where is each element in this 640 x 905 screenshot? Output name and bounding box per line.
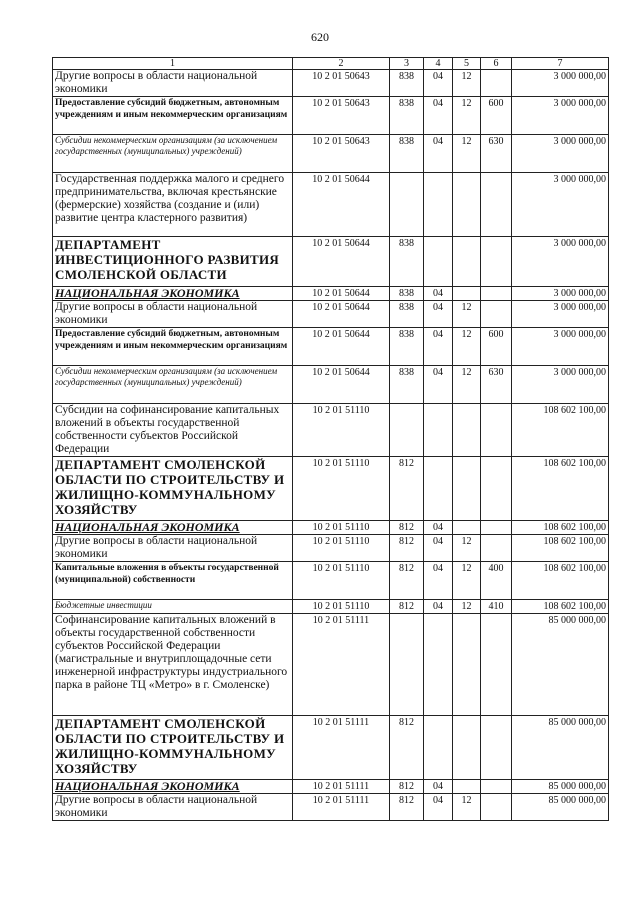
col-3-cell (390, 614, 424, 716)
col-4-cell: 04 (424, 521, 453, 535)
amount-cell: 108 602 100,00 (512, 600, 609, 614)
amount-cell: 3 000 000,00 (512, 287, 609, 301)
table-row (53, 173, 609, 237)
col-4-cell (424, 457, 453, 521)
col-3-cell: 812 (390, 521, 424, 535)
target-code-cell: 10 2 01 50644 (293, 366, 390, 404)
col-5-cell (453, 457, 481, 521)
col-3-cell: 838 (390, 287, 424, 301)
item-name-cell: НАЦИОНАЛЬНАЯ ЭКОНОМИКА (53, 780, 293, 794)
target-code-cell: 10 2 01 51111 (293, 780, 390, 794)
amount-cell: 108 602 100,00 (512, 535, 609, 562)
amount-cell: 85 000 000,00 (512, 716, 609, 780)
item-name-cell: НАЦИОНАЛЬНАЯ ЭКОНОМИКА (53, 287, 293, 301)
amount-cell: 3 000 000,00 (512, 366, 609, 404)
col-4-cell: 04 (424, 535, 453, 562)
col-4-cell: 04 (424, 794, 453, 821)
table-row (53, 135, 609, 173)
header-col-1: 1 (53, 58, 293, 70)
col-5-cell (453, 716, 481, 780)
page-number: 620 (311, 30, 329, 44)
target-code-cell: 10 2 01 50644 (293, 328, 390, 366)
target-code-cell: 10 2 01 51111 (293, 794, 390, 821)
col-4-cell (424, 237, 453, 287)
item-name-cell: Бюджетные инвестиции (53, 600, 293, 614)
col-6-cell (481, 287, 512, 301)
item-name-cell: Другие вопросы в области национальной экономики (53, 794, 293, 821)
table-row (53, 366, 609, 404)
item-name-cell: Капитальные вложения в объекты государственной (муниципальной) собственности (53, 562, 293, 600)
col-6-cell (481, 404, 512, 457)
target-code-cell: 10 2 01 51110 (293, 535, 390, 562)
item-name-cell: Софинансирование капитальных вложений в объекты государственной собственности субъектов Российской Федерации (магистральные и внутриплощадочные сети инженерной инфраструктуры индустриального парка в районе ТЦ «Метро» в г. Смоленске) (53, 614, 293, 716)
header-col-7: 7 (512, 58, 609, 70)
item-name-cell: Субсидии некоммерческим организациям (за исключением государственных (муниципальных) учреждений) (53, 135, 293, 173)
col-3-cell: 812 (390, 716, 424, 780)
col-6-cell (481, 237, 512, 287)
item-name-cell: ДЕПАРТАМЕНТ СМОЛЕНСКОЙ ОБЛАСТИ ПО СТРОИТЕЛЬСТВУ И ЖИЛИЩНО-КОММУНАЛЬНОМУ ХОЗЯЙСТВУ (53, 457, 293, 521)
col-6-cell (481, 521, 512, 535)
table-body (53, 70, 609, 821)
target-code-cell: 10 2 01 50643 (293, 97, 390, 135)
table-header (53, 58, 609, 70)
col-5-cell: 12 (453, 535, 481, 562)
col-5-cell: 12 (453, 600, 481, 614)
target-code-cell: 10 2 01 50644 (293, 301, 390, 328)
amount-cell: 85 000 000,00 (512, 794, 609, 821)
col-6-cell: 600 (481, 328, 512, 366)
table-row (53, 328, 609, 366)
col-6-cell (481, 614, 512, 716)
col-5-cell (453, 287, 481, 301)
item-name-cell: Другие вопросы в области национальной экономики (53, 301, 293, 328)
amount-cell: 3 000 000,00 (512, 301, 609, 328)
amount-cell: 3 000 000,00 (512, 173, 609, 237)
amount-cell: 108 602 100,00 (512, 404, 609, 457)
target-code-cell: 10 2 01 51110 (293, 521, 390, 535)
item-name-cell: Субсидии на софинансирование капитальных вложений в объекты государственной собственности субъектов Российской Федерации (53, 404, 293, 457)
col-3-cell (390, 173, 424, 237)
table-row (53, 97, 609, 135)
col-4-cell: 04 (424, 366, 453, 404)
col-4-cell: 04 (424, 328, 453, 366)
amount-cell: 3 000 000,00 (512, 70, 609, 97)
target-code-cell: 10 2 01 51110 (293, 600, 390, 614)
col-4-cell (424, 614, 453, 716)
col-4-cell: 04 (424, 97, 453, 135)
col-3-cell: 838 (390, 301, 424, 328)
amount-cell: 108 602 100,00 (512, 521, 609, 535)
col-5-cell: 12 (453, 301, 481, 328)
col-4-cell: 04 (424, 562, 453, 600)
col-6-cell (481, 716, 512, 780)
target-code-cell: 10 2 01 51110 (293, 562, 390, 600)
item-name-cell: НАЦИОНАЛЬНАЯ ЭКОНОМИКА (53, 521, 293, 535)
target-code-cell: 10 2 01 50644 (293, 237, 390, 287)
table-row (53, 716, 609, 780)
amount-cell: 85 000 000,00 (512, 614, 609, 716)
col-5-cell (453, 521, 481, 535)
item-name-cell: Предоставление субсидий бюджетным, автономным учреждениям и иным некоммерческим организациям (53, 328, 293, 366)
col-3-cell: 812 (390, 457, 424, 521)
item-name-cell: Другие вопросы в области национальной экономики (53, 535, 293, 562)
col-4-cell (424, 404, 453, 457)
amount-cell: 3 000 000,00 (512, 135, 609, 173)
col-4-cell (424, 173, 453, 237)
col-5-cell: 12 (453, 562, 481, 600)
table-row (53, 562, 609, 600)
target-code-cell: 10 2 01 51110 (293, 404, 390, 457)
col-4-cell: 04 (424, 135, 453, 173)
table-row (53, 614, 609, 716)
amount-cell: 108 602 100,00 (512, 562, 609, 600)
target-code-cell: 10 2 01 50643 (293, 135, 390, 173)
col-6-cell (481, 457, 512, 521)
col-3-cell: 838 (390, 237, 424, 287)
col-6-cell (481, 535, 512, 562)
col-4-cell: 04 (424, 301, 453, 328)
header-row (53, 58, 609, 70)
col-3-cell: 812 (390, 600, 424, 614)
item-name-cell: Предоставление субсидий бюджетным, автономным учреждениям и иным некоммерческим организациям (53, 97, 293, 135)
item-name-cell: ДЕПАРТАМЕНТ ИНВЕСТИЦИОННОГО РАЗВИТИЯ СМОЛЕНСКОЙ ОБЛАСТИ (53, 237, 293, 287)
col-3-cell (390, 404, 424, 457)
table-row (53, 600, 609, 614)
amount-cell: 3 000 000,00 (512, 237, 609, 287)
target-code-cell: 10 2 01 51110 (293, 457, 390, 521)
col-6-cell (481, 173, 512, 237)
table-row (53, 457, 609, 521)
col-3-cell: 838 (390, 366, 424, 404)
table-row (53, 404, 609, 457)
col-5-cell: 12 (453, 135, 481, 173)
col-6-cell (481, 794, 512, 821)
col-5-cell: 12 (453, 366, 481, 404)
table-row (53, 301, 609, 328)
amount-cell: 108 602 100,00 (512, 457, 609, 521)
col-5-cell: 12 (453, 328, 481, 366)
header-col-5: 5 (453, 58, 481, 70)
header-col-4: 4 (424, 58, 453, 70)
col-3-cell: 812 (390, 794, 424, 821)
budget-table (52, 57, 609, 821)
col-4-cell: 04 (424, 287, 453, 301)
item-name-cell: Другие вопросы в области национальной экономики (53, 70, 293, 97)
table-row (53, 287, 609, 301)
col-6-cell (481, 70, 512, 97)
col-5-cell (453, 404, 481, 457)
table-row (53, 237, 609, 287)
header-col-3: 3 (390, 58, 424, 70)
amount-cell: 3 000 000,00 (512, 328, 609, 366)
col-3-cell: 838 (390, 135, 424, 173)
col-4-cell: 04 (424, 600, 453, 614)
amount-cell: 85 000 000,00 (512, 780, 609, 794)
table-row (53, 70, 609, 97)
item-name-cell: Государственная поддержка малого и среднего предпринимательства, включая крестьянские (фермерские) хозяйства (создание и (или) развитие центра кластерного развития) (53, 173, 293, 237)
col-5-cell (453, 173, 481, 237)
header-col-6: 6 (481, 58, 512, 70)
col-3-cell: 838 (390, 97, 424, 135)
amount-cell: 3 000 000,00 (512, 97, 609, 135)
col-3-cell: 812 (390, 780, 424, 794)
col-4-cell: 04 (424, 780, 453, 794)
col-5-cell (453, 237, 481, 287)
col-6-cell (481, 301, 512, 328)
col-5-cell (453, 614, 481, 716)
col-6-cell: 410 (481, 600, 512, 614)
target-code-cell: 10 2 01 51111 (293, 614, 390, 716)
col-3-cell: 812 (390, 535, 424, 562)
col-5-cell: 12 (453, 794, 481, 821)
col-6-cell: 600 (481, 97, 512, 135)
table-row (53, 780, 609, 794)
target-code-cell: 10 2 01 51111 (293, 716, 390, 780)
target-code-cell: 10 2 01 50644 (293, 173, 390, 237)
target-code-cell: 10 2 01 50644 (293, 287, 390, 301)
target-code-cell: 10 2 01 50643 (293, 70, 390, 97)
table-row (53, 521, 609, 535)
table-row (53, 794, 609, 821)
col-3-cell: 838 (390, 328, 424, 366)
item-name-cell: ДЕПАРТАМЕНТ СМОЛЕНСКОЙ ОБЛАСТИ ПО СТРОИТЕЛЬСТВУ И ЖИЛИЩНО-КОММУНАЛЬНОМУ ХОЗЯЙСТВУ (53, 716, 293, 780)
col-6-cell: 630 (481, 135, 512, 173)
col-6-cell: 400 (481, 562, 512, 600)
table-row (53, 535, 609, 562)
col-3-cell: 838 (390, 70, 424, 97)
col-5-cell: 12 (453, 70, 481, 97)
col-4-cell (424, 716, 453, 780)
col-6-cell: 630 (481, 366, 512, 404)
col-3-cell: 812 (390, 562, 424, 600)
col-4-cell: 04 (424, 70, 453, 97)
col-5-cell (453, 780, 481, 794)
item-name-cell: Субсидии некоммерческим организациям (за исключением государственных (муниципальных) учреждений) (53, 366, 293, 404)
col-5-cell: 12 (453, 97, 481, 135)
header-col-2: 2 (293, 58, 390, 70)
col-6-cell (481, 780, 512, 794)
